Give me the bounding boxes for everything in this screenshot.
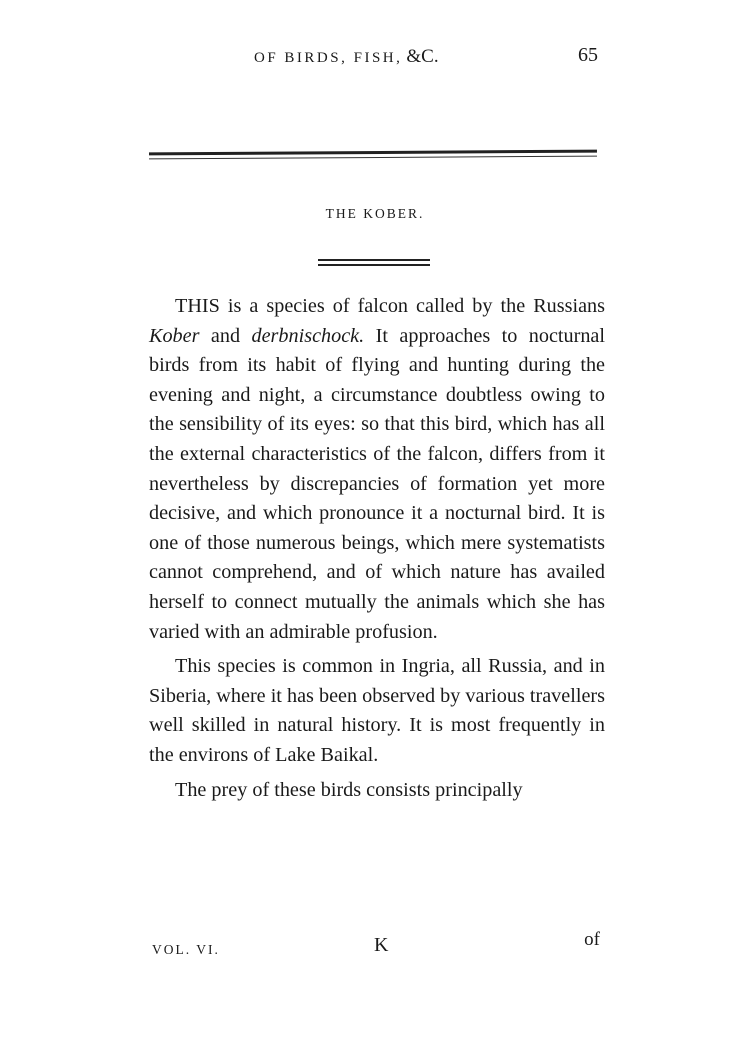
paragraph-text: The prey of these birds consists principally bbox=[175, 778, 523, 801]
section-title: THE KOBER. bbox=[325, 206, 425, 221]
catchword: of bbox=[584, 929, 600, 950]
paragraph-text: This species is common in Ingria, all Russia, and in Siberia, where it has been observed by various travellers well skilled in natural history. It is most frequently in the environs of Lake Baikal. bbox=[149, 655, 605, 766]
paragraph-text: It approaches to nocturnal birds from its habit of flying and hunting during the evening and night, a circumstance doubtless owing to the sensibility of its eyes: so that this bird, which has all the external characteristics of the falcon, differs from it nevertheless by discrepancies of formation yet more decisive, and which pronounce it a nocturnal bird. It is one of those numerous beings, which mere systematists cannot comprehend, and of which nature has availed herself to connect mutually the animals which she has varied with an admirable profusion. bbox=[149, 324, 605, 643]
signature-mark: K bbox=[374, 934, 389, 956]
paragraph-text: and bbox=[199, 324, 252, 347]
body-paragraph bbox=[149, 652, 605, 770]
title-rule bbox=[318, 259, 430, 266]
page-footer bbox=[150, 930, 602, 962]
body-text bbox=[149, 292, 605, 810]
running-title-text: OF BIRDS, FISH, bbox=[254, 50, 403, 66]
paragraph-text: THIS is a species of falcon called by the Russians bbox=[175, 295, 605, 317]
italic-term: Kober bbox=[149, 324, 200, 347]
page-number: 65 bbox=[578, 44, 598, 66]
running-title-amp: &C. bbox=[406, 46, 439, 67]
italic-term: derbnischock. bbox=[251, 324, 365, 347]
running-title bbox=[254, 46, 439, 68]
volume-number: VOL. VI. bbox=[152, 942, 220, 957]
header-rule bbox=[149, 150, 597, 160]
body-paragraph bbox=[149, 292, 605, 647]
running-header bbox=[150, 44, 600, 74]
body-paragraph bbox=[149, 776, 605, 806]
